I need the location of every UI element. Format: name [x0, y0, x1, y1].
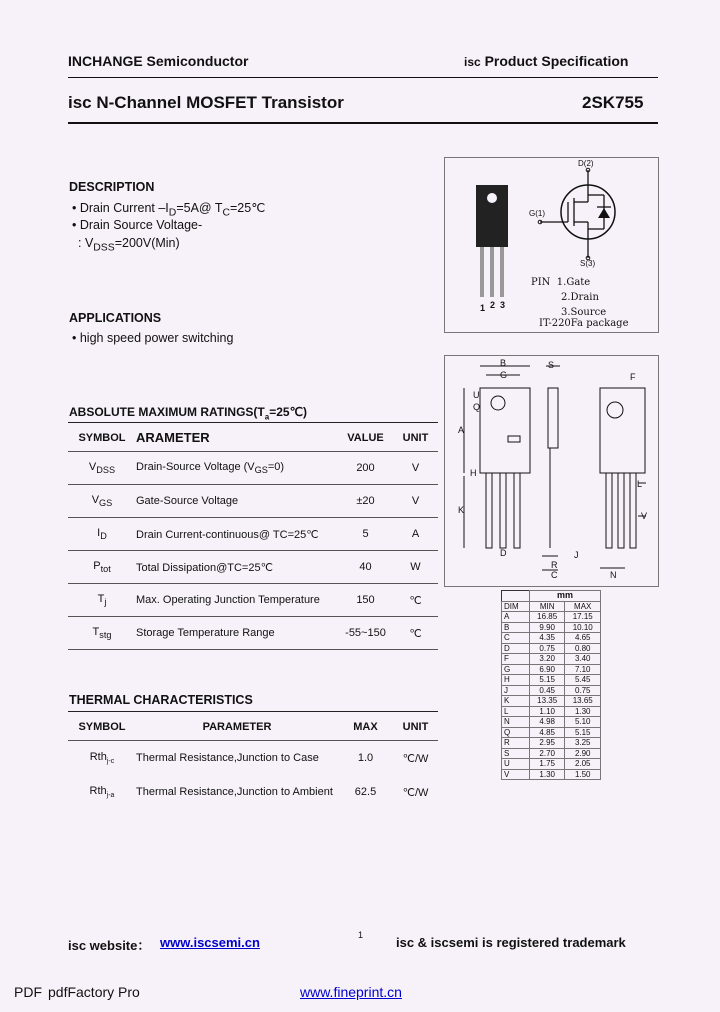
drawing-label-d: D — [500, 548, 507, 558]
col-value: VALUE — [338, 424, 393, 452]
pin-list — [531, 275, 606, 320]
dim-max: 1.30 — [565, 706, 601, 717]
part-number: 2SK755 — [582, 93, 644, 112]
thermal-heading: THERMAL CHARACTERISTICS — [69, 693, 253, 707]
description-text: Drain Current $-I_D=5A@$ $T_C=25℃$ — [79, 201, 266, 219]
dim-max: 2.90 — [565, 748, 601, 759]
thermal-table — [68, 714, 438, 809]
dim-letter: S — [502, 748, 530, 759]
rating-parameter: Drain Current-continuous@ TC=25℃ — [136, 518, 338, 551]
dim-col: DIM — [502, 601, 530, 612]
dim-row — [502, 748, 601, 759]
dim-col: MAX — [565, 601, 601, 612]
drawing-label-c: C — [551, 570, 558, 580]
rating-value: -55~150 — [338, 617, 393, 650]
dim-max: 3.40 — [565, 654, 601, 665]
spec-prefix: isc — [464, 55, 481, 69]
dim-max: 0.75 — [565, 685, 601, 696]
pdf-label: PDF — [14, 984, 42, 1000]
col-parameter: ARAMETER — [136, 424, 338, 452]
doc-title: isc N-Channel MOSFET Transistor — [68, 93, 344, 112]
rating-symbol: $T_j$ — [68, 584, 136, 617]
ratings-row — [68, 452, 438, 485]
application-text: high speed power switching — [79, 331, 234, 345]
rating-unit: V — [393, 452, 438, 485]
col-unit: UNIT — [393, 714, 438, 741]
rating-symbol: $V_{DSS}$ — [68, 452, 136, 485]
dim-row — [502, 727, 601, 738]
drawing-label-a: A — [458, 425, 465, 435]
dim-max: 2.05 — [565, 759, 601, 770]
dim-letter: J — [502, 685, 530, 696]
dim-min: 0.45 — [529, 685, 565, 696]
dim-row — [502, 717, 601, 728]
dim-min: 13.35 — [529, 696, 565, 707]
rating-symbol: $V_{GS}$ — [68, 485, 136, 518]
dim-min: 5.15 — [529, 675, 565, 686]
dim-header-row — [502, 601, 601, 612]
description-item — [78, 236, 180, 254]
dim-max: 4.65 — [565, 633, 601, 644]
dim-min: 4.98 — [529, 717, 565, 728]
dim-min: 1.75 — [529, 759, 565, 770]
description-text: Drain Source Voltage- — [79, 218, 203, 232]
header-rule-top — [68, 77, 658, 78]
company-name: INCHANGE Semiconductor — [68, 53, 249, 69]
dim-row — [502, 612, 601, 623]
dim-row — [502, 769, 601, 780]
description-item: • Drain Current $-I_D=5A@$ $T_C=25℃$ — [72, 201, 266, 219]
drawing-label-b: B — [500, 358, 507, 368]
rating-value: 200 — [338, 452, 393, 485]
rating-value: 5 — [338, 518, 393, 551]
dim-letter: V — [502, 769, 530, 780]
drawing-label-k: K — [458, 505, 465, 515]
thermal-row — [68, 741, 438, 776]
dim-letter: L — [502, 706, 530, 717]
page-mark: 1 — [358, 930, 364, 940]
rating-parameter: Storage Temperature Range — [136, 617, 338, 650]
dim-row — [502, 696, 601, 707]
thermal-value: 1.0 — [357, 752, 374, 764]
pin-number: 3 — [500, 300, 506, 310]
col-symbol: SYMBOL — [68, 714, 136, 741]
description-item: • Drain Source Voltage- — [72, 218, 203, 232]
dim-max: 5.10 — [565, 717, 601, 728]
dim-max: 10.10 — [565, 622, 601, 633]
drain-label: D(2) — [578, 159, 594, 168]
dim-max: 1.50 — [565, 769, 601, 780]
dim-max: 5.15 — [565, 727, 601, 738]
thermal-unit: ℃/W — [402, 752, 429, 765]
dim-letter: N — [502, 717, 530, 728]
header-rule-bottom — [68, 122, 658, 124]
ratings-row — [68, 518, 438, 551]
dim-row — [502, 759, 601, 770]
dim-min: 2.95 — [529, 738, 565, 749]
rating-parameter: Total Dissipation@TC=25℃ — [136, 551, 338, 584]
rating-value: 150 — [338, 584, 393, 617]
mosfet-symbol — [532, 160, 642, 270]
dim-letter: C — [502, 633, 530, 644]
dim-min: 1.30 — [529, 769, 565, 780]
dim-row — [502, 685, 601, 696]
ratings-table — [68, 424, 438, 650]
description-text: : $V_{DSS}=200V(Min)$ — [78, 236, 180, 254]
dim-unit: mm — [529, 591, 600, 602]
drawing-label-q: Q — [473, 402, 481, 412]
pin-1: 1.Gate — [556, 277, 591, 288]
dim-col: MIN — [529, 601, 565, 612]
dim-letter: Q — [502, 727, 530, 738]
dim-row — [502, 706, 601, 717]
rating-symbol: $P_{tot}$ — [68, 551, 136, 584]
dim-letter: U — [502, 759, 530, 770]
ratings-row — [68, 617, 438, 650]
dim-max: 17.15 — [565, 612, 601, 623]
dim-min: 6.90 — [529, 664, 565, 675]
package-photo — [462, 180, 522, 305]
ratings-row — [68, 551, 438, 584]
col-symbol: SYMBOL — [68, 424, 136, 452]
rating-unit: A — [393, 518, 438, 551]
dim-min: 0.75 — [529, 643, 565, 654]
thermal-rule — [68, 711, 438, 712]
application-item: • high speed power switching — [72, 331, 234, 345]
source-label: S(3) — [580, 259, 596, 268]
drawing-label-g: G — [500, 370, 508, 380]
dim-letter: A — [502, 612, 530, 623]
dim-letter: B — [502, 622, 530, 633]
rating-unit: W — [393, 551, 438, 584]
rating-symbol: $I_D$ — [68, 518, 136, 551]
col-parameter: PARAMETER — [136, 714, 338, 741]
dim-min: 3.20 — [529, 654, 565, 665]
dim-max: 13.65 — [565, 696, 601, 707]
thermal-parameter: Thermal Resistance,Junction to Case — [136, 752, 319, 764]
website-label: isc website： — [68, 938, 151, 953]
dim-max: 7.10 — [565, 664, 601, 675]
dim-letter: D — [502, 643, 530, 654]
rating-parameter: Gate-Source Voltage — [136, 485, 338, 518]
dim-letter: K — [502, 696, 530, 707]
dim-min: 4.85 — [529, 727, 565, 738]
spec-label: Product Specification — [484, 53, 629, 69]
rating-symbol: $T_{stg}$ — [68, 617, 136, 650]
dim-row — [502, 622, 601, 633]
ratings-rule — [68, 422, 438, 423]
rating-value: ±20 — [338, 485, 393, 518]
drawing-label-f: F — [630, 372, 636, 382]
dim-letter: G — [502, 664, 530, 675]
dim-min: 1.10 — [529, 706, 565, 717]
dim-min: 9.90 — [529, 622, 565, 633]
drawing-label-s: S — [548, 360, 555, 370]
dim-max: 0.80 — [565, 643, 601, 654]
dim-row — [502, 664, 601, 675]
rating-parameter: Max. Operating Junction Temperature — [136, 584, 338, 617]
dim-max: 5.45 — [565, 675, 601, 686]
thermal-symbol: Rth$_{j-c}$ — [89, 750, 115, 766]
thermal-header-row — [68, 714, 438, 741]
dim-row — [502, 654, 601, 665]
col-unit: UNIT — [393, 424, 438, 452]
dim-letter: F — [502, 654, 530, 665]
dim-min: 4.35 — [529, 633, 565, 644]
rating-parameter: Drain-Source Voltage $(V_{GS}=0)$ — [136, 452, 338, 485]
dim-min: 2.70 — [529, 748, 565, 759]
ratings-header-row — [68, 424, 438, 452]
pin-number: 1 — [480, 303, 486, 313]
drawing-label-h: H — [470, 468, 477, 478]
rating-unit: V — [393, 485, 438, 518]
package-name: IT-220Fa package — [539, 318, 629, 329]
ratings-row — [68, 584, 438, 617]
dimension-table — [501, 590, 601, 780]
pin-label: PIN — [531, 277, 551, 288]
thermal-value: 62.5 — [354, 786, 377, 798]
dim-row — [502, 675, 601, 686]
drawing-label-v: V — [641, 511, 648, 521]
outline-drawing — [450, 358, 655, 583]
ratings-heading: ABSOLUTE MAXIMUM $RATINGS(T_a=25℃)$ — [69, 405, 308, 422]
description-heading: DESCRIPTION — [69, 180, 155, 194]
pdf-app-name: pdfFactory Pro — [48, 984, 140, 1000]
dim-max: 3.25 — [565, 738, 601, 749]
applications-heading: APPLICATIONS — [69, 311, 162, 325]
drawing-label-u: U — [473, 390, 480, 400]
drawing-label-n: N — [610, 570, 617, 580]
rating-unit: ℃ — [393, 617, 438, 650]
dim-letter: R — [502, 738, 530, 749]
dim-row — [502, 633, 601, 644]
fineprint-link[interactable]: www.fineprint.cn — [300, 984, 402, 1000]
trademark-text: isc & iscsemi is registered trademark — [396, 935, 626, 950]
rating-unit: ℃ — [393, 584, 438, 617]
thermal-unit: ℃/W — [402, 786, 429, 799]
gate-label: G(1) — [529, 209, 545, 218]
dim-unit-row — [502, 591, 601, 602]
drawing-label-r: R — [551, 560, 558, 570]
dim-row — [502, 643, 601, 654]
drawing-label-j: J — [574, 550, 579, 560]
website-link[interactable]: www.iscsemi.cn — [160, 935, 260, 950]
spec-heading — [464, 53, 629, 69]
dim-letter: H — [502, 675, 530, 686]
thermal-symbol: Rth$_{j-a}$ — [89, 784, 115, 800]
rating-value: 40 — [338, 551, 393, 584]
ratings-row — [68, 485, 438, 518]
thermal-row — [68, 775, 438, 809]
thermal-parameter: Thermal Resistance,Junction to Ambient — [136, 786, 333, 798]
pin-2: 2.Drain — [561, 292, 599, 303]
col-max: MAX — [338, 714, 393, 741]
dim-min: 16.85 — [529, 612, 565, 623]
pin-3: 3.Source — [561, 307, 607, 318]
dim-row — [502, 738, 601, 749]
pin-number: 2 — [490, 300, 496, 310]
drawing-label-l: L — [637, 479, 643, 489]
